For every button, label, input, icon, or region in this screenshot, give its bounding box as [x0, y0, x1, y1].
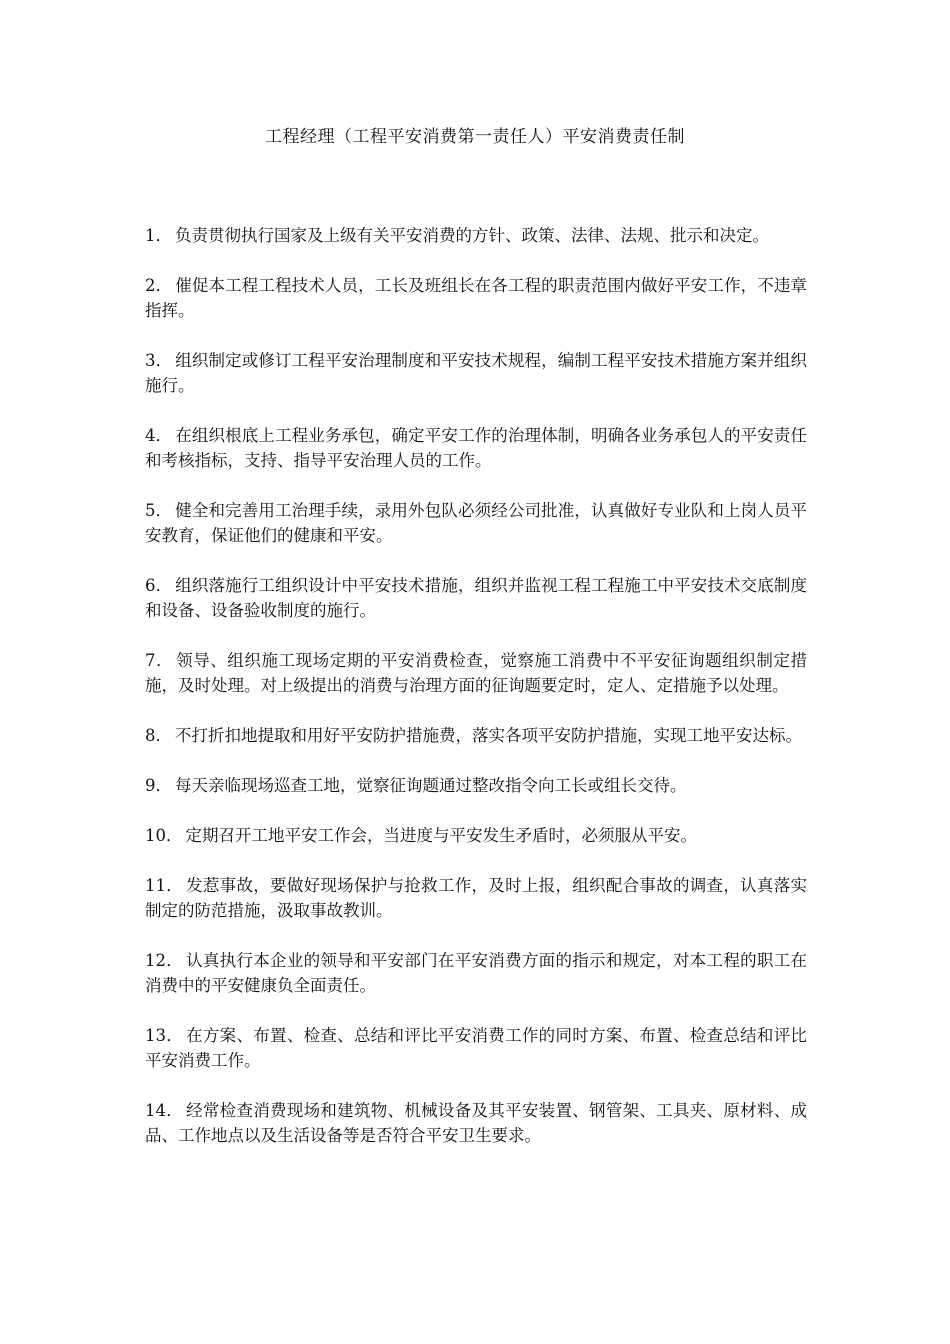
list-item — [145, 423, 807, 473]
item-number: 7． — [145, 651, 174, 670]
item-number: 8． — [145, 726, 172, 745]
list-item — [145, 348, 807, 398]
responsibility-list — [145, 223, 807, 1173]
item-text: 认真执行本企业的领导和平安部门在平安消费方面的指示和规定，对本工程的职工在消费中的平安健康负全面责任。 — [145, 951, 807, 995]
document-title: 工程经理（工程平安消费第一责任人）平安消费责任制 — [265, 127, 685, 147]
item-number: 13． — [145, 1026, 184, 1045]
list-item — [145, 273, 807, 323]
list-item — [145, 873, 807, 923]
item-text: 每天亲临现场巡查工地，觉察征询题通过整改指令向工长或组长交待。 — [175, 776, 687, 795]
list-item — [145, 823, 807, 848]
item-text: 健全和完善用工治理手续，录用外包队必须经公司批准，认真做好专业队和上岗人员平安教育，保证他们的健康和平安。 — [145, 501, 808, 545]
item-number: 12． — [145, 951, 184, 970]
list-item — [145, 573, 807, 623]
item-text: 催促本工程工程技术人员，工长及班组长在各工程的职责范围内做好平安工作，不违章指挥。 — [145, 276, 808, 320]
item-text: 组织落施行工组织设计中平安技术措施，组织并监视工程工程施工中平安技术交底制度和设备、设备验收制度的施行。 — [145, 576, 808, 620]
list-item — [145, 648, 807, 698]
list-item — [145, 723, 807, 748]
item-number: 1． — [145, 226, 172, 245]
item-number: 11． — [145, 876, 184, 895]
list-item — [145, 1098, 807, 1148]
item-number: 3． — [145, 351, 173, 370]
list-item — [145, 223, 807, 248]
item-text: 经常检查消费现场和建筑物、机械设备及其平安装置、钢管架、工具夹、原材料、成品、工作地点以及生活设备等是否符合平安卫生要求。 — [145, 1101, 807, 1145]
item-text: 定期召开工地平安工作会，当进度与平安发生矛盾时，必须服从平安。 — [185, 826, 697, 845]
item-text: 负责贯彻执行国家及上级有关平安消费的方针、政策、法律、法规、批示和决定。 — [175, 226, 769, 245]
item-number: 4． — [145, 426, 173, 445]
item-text: 组织制定或修订工程平安治理制度和平安技术规程，编制工程平安技术措施方案并组织施行。 — [145, 351, 808, 395]
item-number: 5． — [145, 501, 173, 520]
list-item — [145, 498, 807, 548]
item-number: 2． — [145, 276, 173, 295]
item-number: 10． — [145, 826, 183, 845]
list-item — [145, 773, 807, 798]
item-number: 14． — [145, 1101, 184, 1120]
list-item — [145, 1023, 807, 1073]
item-text: 在方案、布置、检查、总结和评比平安消费工作的同时方案、布置、检查总结和评比平安消费工作。 — [145, 1026, 807, 1070]
item-text: 领导、组织施工现场定期的平安消费检查，觉察施工消费中不平安征询题组织制定措施，及时处理。对上级提出的消费与治理方面的征询题要定时，定人、定措施予以处理。 — [145, 651, 808, 695]
item-number: 6． — [145, 576, 173, 595]
item-text: 在组织根底上工程业务承包，确定平安工作的治理体制，明确各业务承包人的平安责任和考核指标，支持、指导平安治理人员的工作。 — [145, 426, 808, 470]
item-number: 9． — [145, 776, 172, 795]
item-text: 不打折扣地提取和用好平安防护措施费，落实各项平安防护措施，实现工地平安达标。 — [175, 726, 802, 745]
item-text: 发惹事故，要做好现场保护与抢救工作，及时上报，组织配合事故的调查，认真落实制定的防范措施，汲取事故教训。 — [145, 876, 807, 920]
list-item — [145, 948, 807, 998]
